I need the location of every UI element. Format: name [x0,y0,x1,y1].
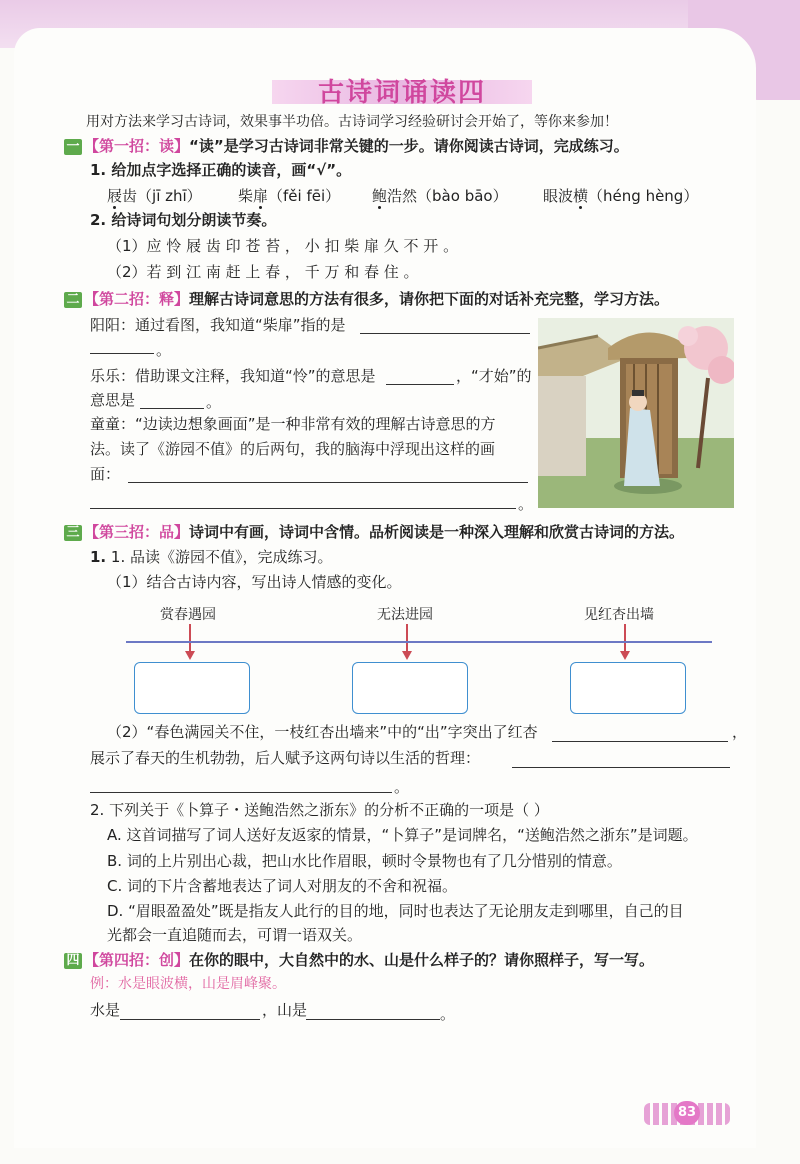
s3-question-1-text: 1. 品读《游园不值》，完成练习。 [110,548,333,566]
pron-item-1 [107,186,202,206]
section-text: 理解古诗词意思的方法有很多，请你把下面的对话补充完整，学习方法。 [189,290,670,308]
option-c[interactable]: C. 词的下片含蓄地表达了词人对朋友的不舍和祝福。 [107,877,458,895]
s1-question-1: 1. 给加点字选择正确的读音，画“√”。 [90,161,352,179]
answer-blank[interactable] [552,741,728,742]
arrow-head [620,651,630,660]
pron-options: （jī zhī） [137,187,202,205]
section-tag: 【第一招：读】 [84,137,190,155]
section-number: 四 [64,953,82,969]
section-3-heading [64,522,684,542]
tongtong-line-3: 面： [90,465,121,483]
tongtong-line-2: 法。读了《游园不值》的后两句，我的脑海中浮现出这样的画 [90,440,496,458]
arrow-head [402,651,412,660]
s3-question-2 [90,800,549,820]
period: 。 [394,778,410,796]
lele-line-2: ，“才始”的 [456,367,532,385]
answer-blank[interactable] [128,482,528,483]
section-tag: 【第二招：释】 [84,290,190,308]
option-d[interactable]: D. “眉眼盈盈处”既是指友人此行的目的地，同时也表达了无论朋友走到哪里，自己的目 [107,902,684,920]
arrow-shaft [189,624,191,652]
s3-question-1b-line-1: （2）“春色满园关不住，一枝红杏出墙来”中的“出”字突出了红杏 [107,723,538,741]
period: 。 [206,393,222,411]
answer-blank[interactable] [140,408,204,409]
section-number: 二 [64,292,82,308]
tongtong-line-1: 童童：“边读边想象画面”是一种非常有效的理解古诗意思的方 [90,415,496,433]
yangyang-line: 阳阳：通过看图，我知道“柴扉”指的是 [90,316,346,334]
pron-word: 鲍浩然 [372,187,418,205]
s1-question-2: 2. 给诗词句划分朗读节奏。 [90,211,277,229]
arrow-shaft [624,624,626,652]
answer-prefix-water: 水是 [90,1001,121,1019]
rhythm-line-1: （1）应 怜 屐 齿 印 苍 苔 ， 小 扣 柴 扉 久 不 开 。 [107,237,459,255]
pron-word: 眼波横 [543,187,589,205]
answer-blank[interactable] [386,384,454,385]
section-4-heading [64,950,654,970]
stage-label-3: 见红杏出墙 [584,607,654,623]
section-2-heading [64,289,669,309]
pron-options: （fěi fēi） [268,187,341,205]
answer-blank[interactable] [360,333,530,334]
s3-question-1a: （1）结合古诗内容，写出诗人情感的变化。 [107,573,402,591]
title-banner [272,72,532,108]
s3-question-1b-line-2: 展示了春天的生机勃勃，后人赋予这两句诗以生活的哲理： [90,749,481,767]
stage-label-1: 赏春遇园 [160,607,216,623]
section-text: “读”是学习古诗词非常关键的一步。请你阅读古诗词，完成练习。 [189,137,629,155]
answer-blank[interactable] [90,792,392,793]
s3-question-1: 1. 1. 品读《游园不值》，完成练习。 [90,548,333,566]
option-b[interactable]: B. 词的上片别出心裁，把山水比作眉眼，顿时令景物也有了几分惜别的情意。 [107,852,622,870]
section-1-heading [64,136,629,156]
comma: ， [732,723,748,741]
rhythm-line-2: （2）若 到 江 南 赶 上 春 ， 千 万 和 春 住 。 [107,263,419,281]
period: 。 [518,495,534,513]
section-tag: 【第三招：品】 [84,523,190,541]
section-number: 一 [64,139,82,155]
pron-item-4 [543,186,698,206]
pron-options: （bào bāo） [417,187,508,205]
pron-word: 柴扉 [238,187,269,205]
answer-blank[interactable] [90,353,154,354]
emotion-answer-box-2[interactable] [352,662,468,714]
section-tag: 【第四招：创】 [84,951,190,969]
example-sentence: 例：水是眼波横，山是眉峰聚。 [90,976,286,992]
answer-blank[interactable] [306,1019,440,1020]
page-title: 古诗词诵读四 [317,78,486,108]
pron-item-3 [372,186,508,206]
intro-text: 用对方法来学习古诗词，效果事半功倍。古诗词学习经验研讨会开始了，等你来参加！ [86,114,618,130]
s3-question-2-text: 2. 下列关于《卜算子・送鲍浩然之浙东》的分析不正确的一项是（ ） [90,801,549,819]
arrow-shaft [406,624,408,652]
pron-item-2 [238,186,340,206]
option-d-continued: 光都会一直追随而去，可谓一语双关。 [107,926,363,944]
emotion-timeline [126,641,712,643]
stage-label-2: 无法进园 [377,607,433,623]
page-number: 83 [674,1101,700,1125]
lele-line-1: 乐乐：借助课文注释，我知道“怜”的意思是 [90,367,376,385]
pron-options: （héng hèng） [588,187,699,205]
section-text: 在你的眼中，大自然中的水、山是什么样子的？请你照样子，写一写。 [189,951,655,969]
period: 。 [156,341,172,359]
garden-gate-illustration [538,318,734,508]
option-a[interactable]: A. 这首词描写了词人送好友返家的情景，“卜算子”是词牌名，“送鲍浩然之浙东”是词题。 [107,826,698,844]
emotion-answer-box-3[interactable] [570,662,686,714]
section-number: 三 [64,525,82,541]
section-text: 诗词中有画，诗词中含情。品析阅读是一种深入理解和欣赏古诗词的方法。 [189,523,685,541]
answer-prefix-mountain: ，山是 [262,1001,308,1019]
answer-blank[interactable] [512,767,730,768]
emotion-answer-box-1[interactable] [134,662,250,714]
answer-blank[interactable] [90,508,516,509]
period: 。 [440,1005,456,1023]
arrow-head [185,651,195,660]
answer-blank[interactable] [120,1019,260,1020]
lele-line-3: 意思是 [90,391,136,409]
pron-word: 屐齿 [107,187,138,205]
